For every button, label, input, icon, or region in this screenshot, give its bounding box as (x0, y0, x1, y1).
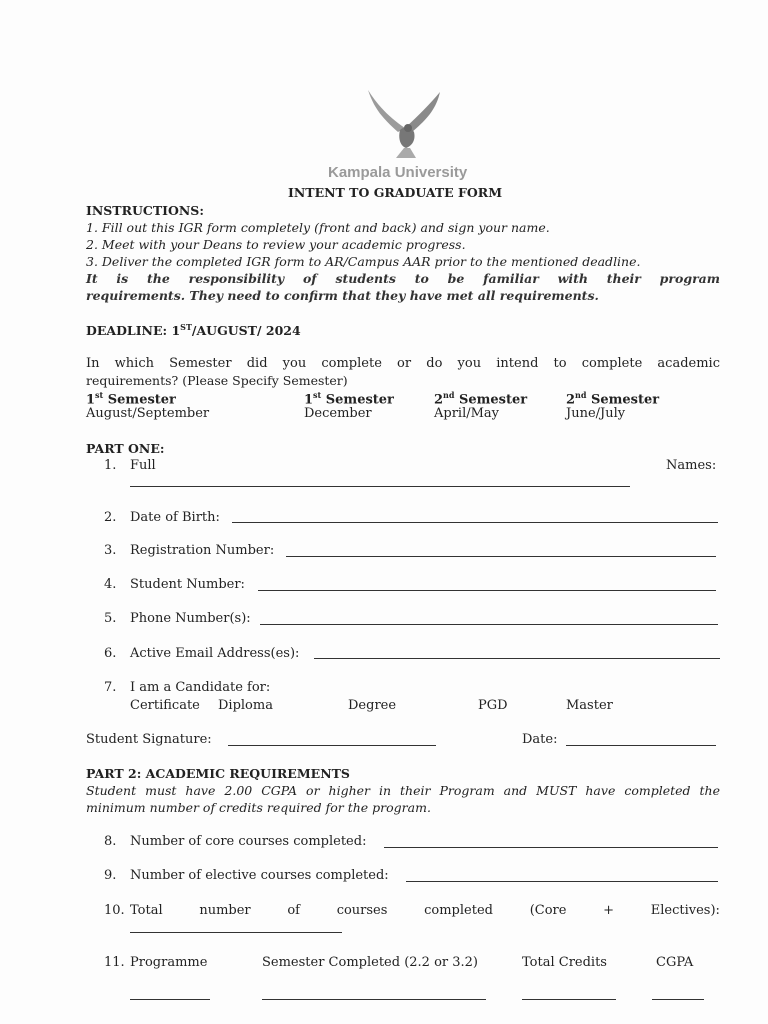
semester-name: Semester (321, 392, 394, 408)
phone-number-field[interactable] (260, 624, 718, 625)
semester-months-4: June/July (566, 406, 626, 421)
semester-sup: nd (575, 390, 587, 400)
date-field[interactable] (566, 745, 716, 746)
q5-label: Phone Number(s): (130, 611, 251, 626)
cgpa-column-header: CGPA (656, 955, 694, 970)
elective-courses-field[interactable] (406, 881, 718, 882)
semester-sup: nd (443, 390, 455, 400)
date-label: Date: (522, 732, 558, 747)
full-names-field[interactable] (130, 486, 630, 487)
q10-word: + (603, 903, 615, 918)
part-one-heading: PART ONE: (86, 441, 165, 456)
q7-label: I am a Candidate for: (130, 680, 271, 695)
semester-months-1: August/September (86, 406, 210, 421)
instruction-3: 3. Deliver the completed IGR form to AR/Campus AAR prior to the mentioned deadline. (86, 254, 641, 269)
q10-word: number (199, 903, 251, 918)
q6-number: 6. (104, 646, 117, 661)
q4-label: Student Number: (130, 577, 245, 592)
q8-label: Number of core courses completed: (130, 834, 367, 849)
semester-months-3: April/May (434, 406, 500, 421)
semester-num: 1 (304, 392, 314, 408)
semester-option-3[interactable] (434, 390, 527, 407)
q8-number: 8. (104, 834, 117, 849)
q10-word: completed (424, 903, 493, 918)
semester-option-2[interactable] (304, 390, 394, 407)
total-credits-column-header: Total Credits (522, 955, 607, 970)
core-courses-field[interactable] (384, 847, 718, 848)
date-of-birth-field[interactable] (232, 522, 718, 523)
q3-label: Registration Number: (130, 543, 275, 558)
semester-num: 2 (566, 392, 576, 408)
candidate-option-degree[interactable]: Degree (348, 698, 397, 713)
q1-label-names: Names: (666, 458, 717, 473)
deadline-sup: ST (180, 322, 192, 332)
signature-field[interactable] (228, 745, 436, 746)
q11-number: 11. (104, 955, 125, 970)
part-two-desc-line2: minimum number of credits required for the program. (86, 800, 431, 815)
deadline (86, 322, 301, 338)
eagle-logo (360, 88, 450, 163)
q9-number: 9. (104, 868, 117, 883)
candidate-option-diploma[interactable]: Diploma (218, 698, 273, 713)
email-address-field[interactable] (314, 658, 720, 659)
programme-column-header: Programme (130, 955, 208, 970)
part-two-desc-line1: Student must have 2.00 CGPA or higher in their Program and MUST have completed the (86, 783, 720, 798)
total-credits-field[interactable] (522, 999, 616, 1000)
cgpa-field[interactable] (652, 999, 704, 1000)
responsibility-note-line1: It is the responsibility of students to be familiar with their program (86, 271, 720, 286)
q10-word: of (287, 903, 300, 918)
deadline-value: /AUGUST/ 2024 (191, 323, 301, 339)
signature-label: Student Signature: (86, 732, 212, 747)
semester-option-1[interactable] (86, 390, 176, 407)
q1-label-full: Full (130, 458, 156, 473)
semester-option-4[interactable] (566, 390, 659, 407)
form-title: INTENT TO GRADUATE FORM (288, 185, 503, 200)
q10-word: Total (130, 903, 163, 918)
semester-sup: st (313, 390, 322, 400)
university-name: Kampala University (328, 164, 468, 181)
instructions-heading: INSTRUCTIONS: (86, 203, 204, 218)
responsibility-note-line2: requirements. They need to confirm that they have met all requirements. (86, 288, 599, 303)
semester-months-2: December (304, 406, 372, 421)
part-two-heading: PART 2: ACADEMIC REQUIREMENTS (86, 766, 350, 781)
instruction-1: 1. Fill out this IGR form completely (front and back) and sign your name. (86, 220, 550, 235)
q10-label (130, 903, 720, 918)
semester-completed-column-header: Semester Completed (2.2 or 3.2) (262, 955, 478, 970)
q1-number: 1. (104, 458, 117, 473)
candidate-option-pgd[interactable]: PGD (478, 698, 508, 713)
semester-question-line2: requirements? (Please Specify Semester) (86, 373, 348, 388)
q7-number: 7. (104, 680, 117, 695)
q4-number: 4. (104, 577, 117, 592)
instruction-2: 2. Meet with your Deans to review your academic progress. (86, 237, 466, 252)
semester-name: Semester (454, 392, 528, 408)
candidate-option-certificate[interactable]: Certificate (130, 698, 200, 713)
semester-question-line1: In which Semester did you complete or do you intend to complete academic (86, 356, 720, 371)
candidate-option-master[interactable]: Master (566, 698, 613, 713)
programme-field[interactable] (130, 999, 210, 1000)
q3-number: 3. (104, 543, 117, 558)
semester-completed-field[interactable] (262, 999, 486, 1000)
semester-name: Semester (103, 392, 176, 408)
q2-number: 2. (104, 510, 117, 525)
registration-number-field[interactable] (286, 556, 716, 557)
q10-word: Electives): (650, 903, 720, 918)
q10-word: (Core (529, 903, 567, 918)
student-number-field[interactable] (258, 590, 716, 591)
q5-number: 5. (104, 611, 117, 626)
semester-name: Semester (586, 392, 660, 408)
q10-word: courses (336, 903, 388, 918)
deadline-label: DEADLINE: 1 (86, 323, 181, 339)
semester-sup: st (95, 390, 104, 400)
q2-label: Date of Birth: (130, 510, 220, 525)
q6-label: Active Email Address(es): (130, 646, 300, 661)
q10-number: 10. (104, 903, 125, 918)
total-courses-field[interactable] (130, 932, 342, 933)
semester-num: 2 (434, 392, 444, 408)
q9-label: Number of elective courses completed: (130, 868, 389, 883)
semester-num: 1 (86, 392, 96, 408)
